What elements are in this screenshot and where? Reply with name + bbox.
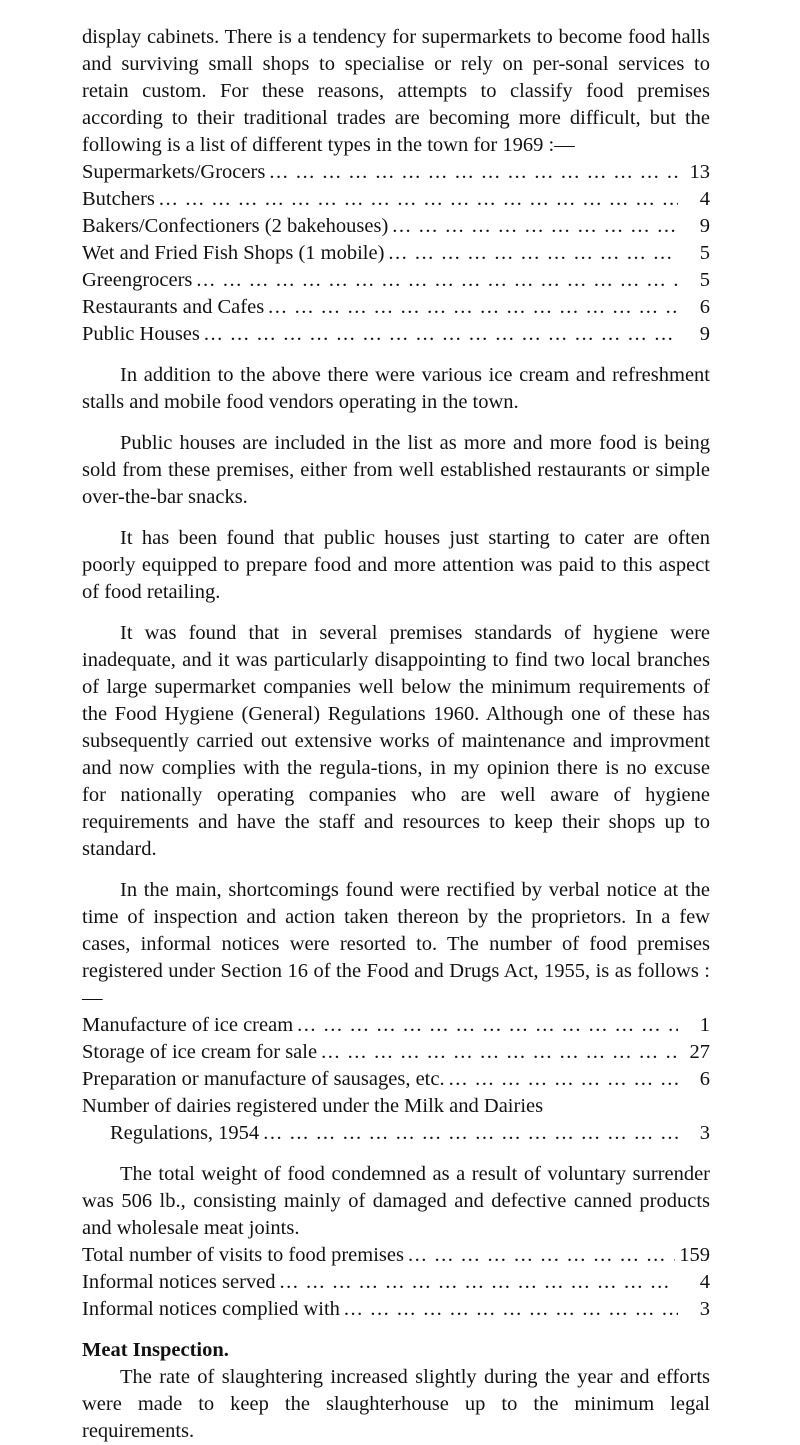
list-item-label: Number of dairies registered under the Milk and Dairies xyxy=(82,1095,544,1117)
list-item-label: Informal notices served xyxy=(82,1271,276,1293)
list-item xyxy=(82,213,710,240)
paragraph-vendors: In addition to the above there were various ice cream and refreshment stalls and mobile food vendors operating in the town. xyxy=(82,364,710,413)
list-item-value: 9 xyxy=(699,215,710,237)
list-item xyxy=(82,321,710,348)
list-item-dairies xyxy=(82,1093,710,1120)
paragraph-condemned: The total weight of food condemned as a result of voluntary surrender was 506 lb., consisting mainly of damaged and defective canned products and wholesale meat joints. xyxy=(82,1163,710,1239)
list-item xyxy=(82,1012,710,1039)
list-item-label: Informal notices complied with xyxy=(82,1298,340,1320)
list-item-dairies-cont xyxy=(82,1120,710,1147)
list-item-label: Restaurants and Cafes xyxy=(82,296,265,318)
list-item xyxy=(82,240,710,267)
list-item xyxy=(82,267,710,294)
list-item-value: 13 xyxy=(689,161,710,183)
section-heading: Meat Inspection. xyxy=(82,1339,229,1361)
list-item-label: Manufacture of ice cream xyxy=(82,1014,294,1036)
list-item-value: 5 xyxy=(699,242,710,264)
premises-types-list xyxy=(82,159,710,348)
list-item-label: Greengrocers xyxy=(82,269,193,291)
paragraph-public-houses: Public houses are included in the list as more and more food is being sold from these premises, either from well established restaurants or simple over-the-bar snacks. xyxy=(82,432,710,508)
list-item-value: 6 xyxy=(699,1068,710,1090)
list-item-value: 4 xyxy=(699,188,710,210)
list-item-value: 27 xyxy=(689,1041,710,1063)
list-item-label: Butchers xyxy=(82,188,155,210)
paragraph-intro: display cabinets. There is a tendency for supermarkets to become food halls and surviving small shops to specialise or rely on per-sonal services to retain custom. For these reasons, attempts to classify food premises according to their traditional trades are becoming more difficult, but the following is a list of different types in the town for 1969 :— xyxy=(82,26,710,156)
list-item-label: Wet and Fried Fish Shops (1 mobile) xyxy=(82,242,385,264)
list-item xyxy=(82,1269,710,1296)
paragraph-shortcomings: In the main, shortcomings found were rectified by verbal notice at the time of inspection and action taken thereon by the proprietors. In a few cases, informal notices were resorted to. The number of food premises registered under Section 16 of the Food and Drugs Act, 1955, is as follows :— xyxy=(82,879,710,1009)
list-item-value: 9 xyxy=(699,323,710,345)
list-item-value: 4 xyxy=(699,1271,710,1293)
list-item xyxy=(82,1296,710,1323)
list-item-label: Regulations, 1954 xyxy=(110,1122,260,1144)
list-item-label: Public Houses xyxy=(82,323,200,345)
list-item xyxy=(82,294,710,321)
list-item-label: Total number of visits to food premises xyxy=(82,1244,404,1266)
list-item-label: Bakers/Confectioners (2 bakehouses) xyxy=(82,215,389,237)
list-item-value: 1 xyxy=(699,1014,710,1036)
list-item-label: Preparation or manufacture of sausages, etc. xyxy=(82,1068,445,1090)
list-item xyxy=(82,186,710,213)
paragraph-hygiene: It was found that in several premises standards of hygiene were inadequate, and it was particularly disappointing to find two local branches of large supermarket companies well below the minimum requirements of the Food Hygiene (General) Regulations 1960. Although one of these has subsequently carried out extensive works of maintenance and improvment and now complies with the regula-tions, in my opinion there is no excuse for nationally operating companies who are well aware of hygiene requirements and have the staff and resources to keep their shops up to standard. xyxy=(82,622,710,860)
list-item-value: 5 xyxy=(699,269,710,291)
list-item-value: 159 xyxy=(679,1244,710,1266)
list-item xyxy=(82,159,710,186)
list-item-label: Supermarkets/Grocers xyxy=(82,161,266,183)
registered-premises-list xyxy=(82,1012,710,1147)
paragraph-catering: It has been found that public houses just starting to cater are often poorly equipped to prepare food and more attention was paid to this aspect of food retailing. xyxy=(82,527,710,603)
list-item-label: Storage of ice cream for sale xyxy=(82,1041,318,1063)
list-item xyxy=(82,1039,710,1066)
list-item-value: 6 xyxy=(699,296,710,318)
list-item-value: 3 xyxy=(699,1122,710,1144)
list-item xyxy=(82,1066,710,1093)
paragraph-slaughtering: The rate of slaughtering increased slightly during the year and efforts were made to keep the slaughterhouse up to the minimum legal requirements. xyxy=(82,1366,710,1442)
list-item xyxy=(82,1242,710,1269)
list-item-value: 3 xyxy=(699,1298,710,1320)
visits-list xyxy=(82,1242,710,1323)
